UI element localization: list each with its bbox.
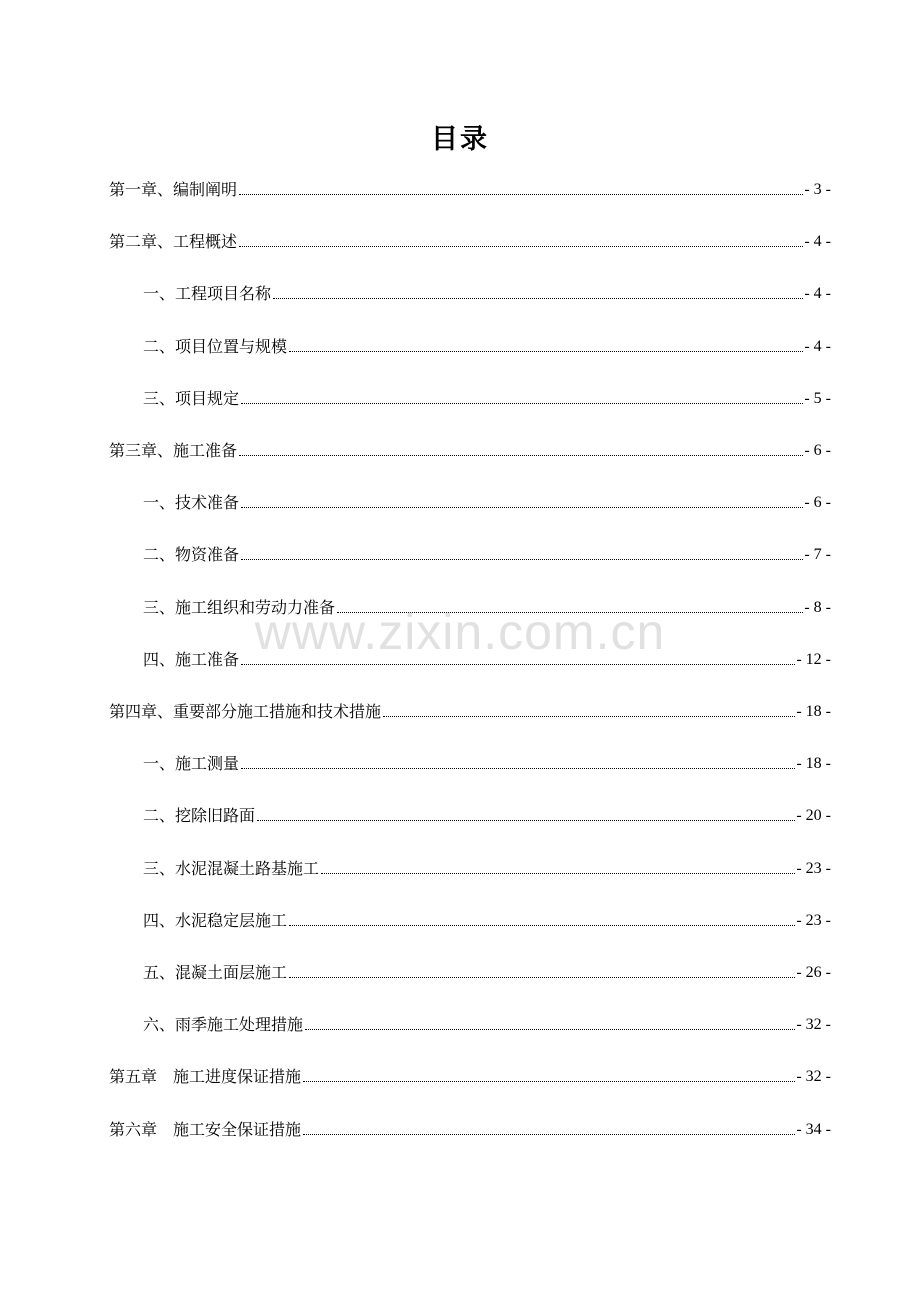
toc-entry[interactable] bbox=[143, 855, 831, 879]
toc-entry-page-number: - 23 - bbox=[796, 911, 831, 929]
toc-entry-page-number: - 12 - bbox=[796, 650, 831, 668]
toc-entry[interactable] bbox=[143, 907, 831, 931]
toc-entry-label: 二、项目位置与规模 bbox=[143, 336, 288, 356]
toc-entry[interactable] bbox=[109, 1116, 831, 1140]
toc-entry[interactable] bbox=[109, 437, 831, 461]
toc-entry-page-number: - 7 - bbox=[804, 546, 831, 564]
toc-entry-page-number: - 8 - bbox=[804, 598, 831, 616]
dot-leader bbox=[337, 612, 803, 613]
toc-entry-label: 四、施工准备 bbox=[143, 649, 240, 669]
dot-leader bbox=[241, 403, 803, 404]
toc-entry-label: 第四章、重要部分施工措施和技术措施 bbox=[109, 702, 382, 721]
toc-entry-page-number: - 26 - bbox=[796, 964, 831, 981]
toc-entry-label: 第三章、施工准备 bbox=[109, 441, 238, 460]
toc-entry-label: 一、技术准备 bbox=[143, 493, 240, 513]
toc-entry-label: 一、施工测量 bbox=[143, 754, 240, 774]
toc-entry[interactable] bbox=[109, 1063, 831, 1087]
toc-entry-page-number: - 32 - bbox=[796, 1016, 831, 1034]
toc-entry-page-number: - 6 - bbox=[804, 494, 831, 512]
toc-title: 目录 bbox=[431, 124, 489, 155]
dot-leader bbox=[241, 507, 803, 508]
toc-entry-label: 五、混凝土面层施工 bbox=[143, 963, 288, 982]
watermark: www.zixin.com.cn bbox=[254, 604, 666, 660]
toc-entry-page-number: - 5 - bbox=[804, 389, 831, 407]
toc-entry-label: 三、施工组织和劳动力准备 bbox=[143, 597, 336, 617]
toc-entry-page-number: - 34 - bbox=[796, 1120, 831, 1138]
toc-entry-label: 第六章 施工安全保证措施 bbox=[109, 1119, 302, 1139]
toc-entry-label: 二、挖除旧路面 bbox=[143, 806, 256, 826]
toc-entry[interactable] bbox=[143, 541, 831, 565]
dot-leader bbox=[257, 820, 795, 821]
toc-entry-page-number: - 4 - bbox=[804, 285, 831, 303]
toc-entry-page-number: - 18 - bbox=[796, 755, 831, 773]
toc-entry[interactable] bbox=[109, 176, 831, 200]
dot-leader bbox=[289, 977, 795, 978]
toc-entry[interactable] bbox=[143, 385, 831, 409]
toc-entry-label: 二、物资准备 bbox=[143, 545, 240, 565]
dot-leader bbox=[239, 455, 803, 456]
dot-leader bbox=[321, 873, 795, 874]
dot-leader bbox=[289, 351, 803, 352]
toc-entry-page-number: - 4 - bbox=[804, 337, 831, 355]
toc-entry-label: 第一章、编制阐明 bbox=[109, 180, 238, 199]
dot-leader bbox=[289, 925, 795, 926]
toc-entry[interactable] bbox=[143, 594, 831, 618]
toc-entry-page-number: - 4 - bbox=[804, 233, 831, 251]
dot-leader bbox=[303, 1081, 795, 1082]
toc-entry-page-number: - 18 - bbox=[796, 703, 831, 720]
toc-entry[interactable] bbox=[143, 280, 831, 304]
toc-entry-page-number: - 23 - bbox=[796, 859, 831, 877]
dot-leader bbox=[273, 298, 803, 299]
toc-entry[interactable] bbox=[109, 698, 831, 722]
dot-leader bbox=[241, 559, 803, 560]
toc-entry-label: 一、工程项目名称 bbox=[143, 284, 272, 304]
toc-entry[interactable] bbox=[109, 228, 831, 252]
toc-entry-label: 六、雨季施工处理措施 bbox=[143, 1015, 304, 1035]
dot-leader bbox=[239, 246, 803, 247]
toc-entry[interactable] bbox=[143, 802, 831, 826]
dot-leader bbox=[241, 768, 795, 769]
dot-leader bbox=[239, 194, 803, 195]
dot-leader bbox=[241, 664, 795, 665]
toc-entry-label: 第二章、工程概述 bbox=[109, 232, 238, 252]
toc-entry-label: 三、项目规定 bbox=[143, 388, 240, 408]
toc-entry-page-number: - 32 - bbox=[796, 1068, 831, 1086]
toc-entry[interactable] bbox=[143, 959, 831, 983]
dot-leader bbox=[383, 716, 795, 717]
toc-entry-page-number: - 20 - bbox=[796, 807, 831, 825]
toc-entry-label: 第五章 施工进度保证措施 bbox=[109, 1067, 302, 1087]
toc-entry-label: 三、水泥混凝土路基施工 bbox=[143, 858, 320, 878]
toc-entry-label: 四、水泥稳定层施工 bbox=[143, 910, 288, 930]
toc-entry[interactable] bbox=[143, 489, 831, 513]
toc-entry-page-number: - 3 - bbox=[804, 181, 831, 198]
toc-entry[interactable] bbox=[143, 750, 831, 774]
dot-leader bbox=[305, 1029, 795, 1030]
toc-entry[interactable] bbox=[143, 333, 831, 357]
toc-entry[interactable] bbox=[143, 646, 831, 670]
dot-leader bbox=[303, 1134, 795, 1135]
toc-entry-page-number: - 6 - bbox=[804, 442, 831, 459]
toc-entry[interactable] bbox=[143, 1011, 831, 1035]
